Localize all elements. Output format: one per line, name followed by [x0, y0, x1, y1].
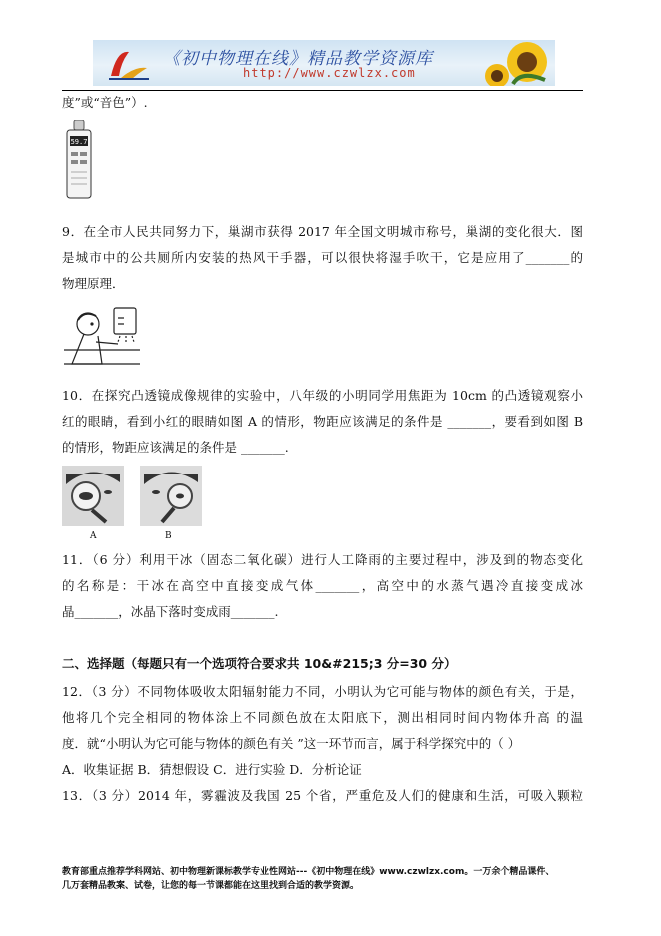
q12-line-3: 度．就“小明认为它可能与物体的颜色有关 ”这一环节而言，属于科学探究中的（ ） [62, 736, 521, 751]
q9-line-1: 9．在全市人民共同努力下，巢湖市获得 2017 年全国文明城市称号，巢湖的变化很大．图 [62, 224, 583, 239]
fig-label-a: A [90, 531, 97, 541]
sound-meter-image [64, 120, 94, 200]
eye-image-b [140, 466, 202, 526]
q12-line-1: 12．（3 分）不同物体吸收太阳辐射能力不同，小明认为它可能与物体的颜色有关，于是， [62, 684, 583, 699]
banner-url[interactable]: http://www.czwlzx.com [243, 66, 416, 80]
footer-line-2: 几万套精品教案、试卷，让您的每一节课都能在这里找到合适的教学资源。 [62, 881, 360, 891]
footer-line-1: 教育部重点推荐学科网站、初中物理新课标教学专业性网站---《初中物理在线》www.czwlzx.com。一万余个精品课件、 [62, 867, 555, 877]
eye-image-a [62, 466, 124, 526]
site-logo [107, 46, 151, 82]
continued-text: 度”或“音色”）. [62, 95, 148, 110]
banner-title: 《初中物理在线》精品教学资源库 [163, 49, 433, 69]
q12-line-2: 他将几个完全相同的物体涂上不同颜色放在太阳底下，测出相同时间内物体升高 的温 [62, 710, 583, 725]
q10-line-3: 的情形，物距应该满足的条件是 _______. [62, 440, 289, 455]
meter-display: 59.7 [70, 138, 88, 146]
q11-line-1: 11．（6 分）利用干冰（固态二氧化碳）进行人工降雨的主要过程中，涉及到的物态变化 [62, 552, 583, 567]
q11-line-3: 晶_______，冰晶下落时变成雨_______. [62, 604, 279, 619]
header-rule [62, 90, 583, 91]
q9-line-3: 物理原理． [62, 276, 125, 291]
q10-line-2: 红的眼睛，看到小红的眼睛如图 A 的情形，物距应该满足的条件是 _______，要看到如图 B [62, 414, 583, 429]
q12-options: A．收集证据 B．猜想假设 C．进行实验 D．分析论证 [62, 762, 362, 777]
q9-line-2: 是城市中的公共厕所内安装的热风干手器，可以很快将湿手吹干，它是应用了_______的 [62, 250, 583, 265]
q11-line-2: 的名称是：干冰在高空中直接变成气体_______，高空中的水蒸气遇冷直接变成冰 [62, 578, 583, 593]
section-title: 二、选择题（每题只有一个选项符合要求共 10&#215;3 分=30 分） [62, 656, 457, 671]
header-banner [93, 40, 555, 86]
sunflower-image [485, 40, 555, 86]
hand-dryer-image [62, 302, 142, 372]
fig-label-b: B [165, 531, 172, 541]
q13-line-1: 13．（3 分）2014 年，雾霾波及我国 25 个省，严重危及人们的健康和生活，可吸入颗粒 [62, 788, 583, 803]
q10-line-1: 10．在探究凸透镜成像规律的实验中，八年级的小明同学用焦距为 10cm 的凸透镜观察小 [62, 388, 583, 403]
